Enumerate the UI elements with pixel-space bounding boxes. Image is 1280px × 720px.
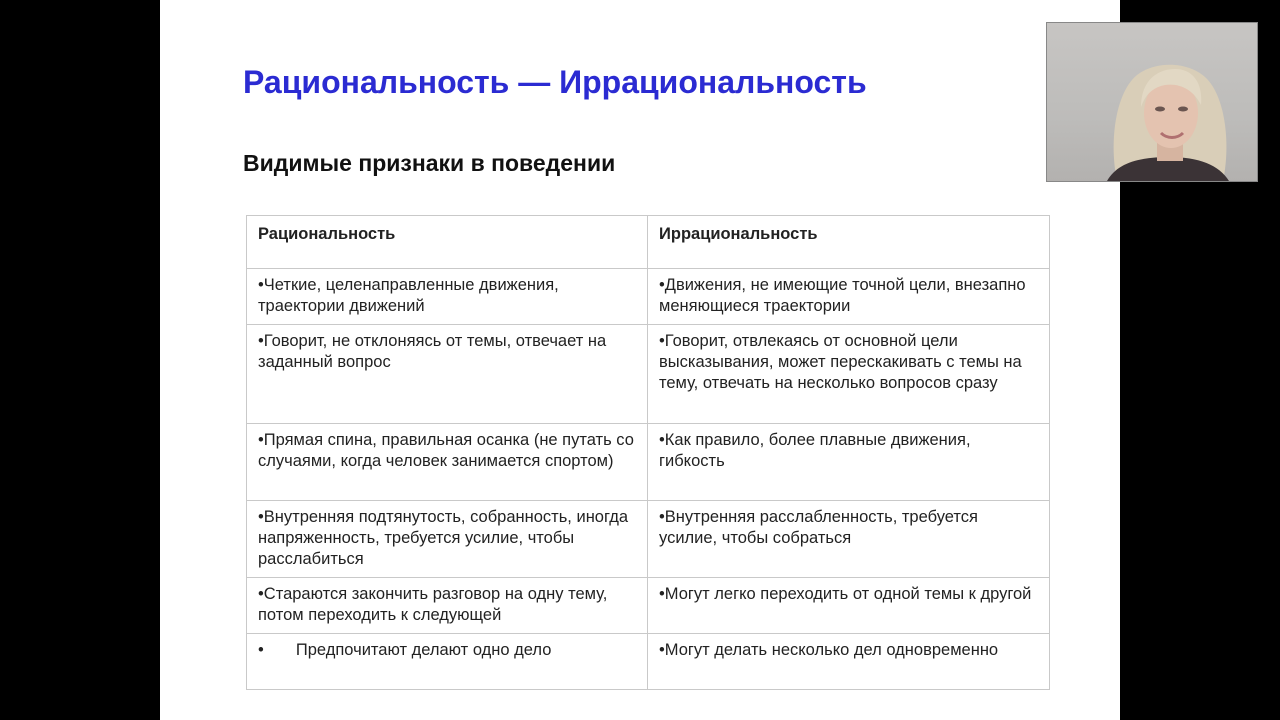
table-header-row	[247, 216, 1050, 269]
irrational-cell: •Внутренняя расслабленность, требуется усилие, чтобы собраться	[648, 501, 1050, 578]
presenter-video-icon	[1047, 23, 1257, 181]
rational-cell: •Говорит, не отклоняясь от темы, отвечает на заданный вопрос	[247, 325, 648, 424]
presentation-slide	[160, 0, 1120, 720]
header-irrational: Иррациональность	[648, 216, 1050, 269]
table-row	[247, 634, 1050, 690]
rational-cell: •Внутренняя подтянутость, собранность, иногда напряженность, требуется усилие, чтобы расслабиться	[247, 501, 648, 578]
header-rational: Рациональность	[247, 216, 648, 269]
rational-cell: •Прямая спина, правильная осанка (не путать со случаями, когда человек занимается спортом)	[247, 424, 648, 501]
irrational-cell: •Могут делать несколько дел одновременно	[648, 634, 1050, 690]
slide-subtitle: Видимые признаки в поведении	[243, 150, 616, 176]
slide-title: Рациональность — Иррациональность	[243, 64, 867, 100]
rational-cell: • Предпочитают делают одно дело	[247, 634, 648, 690]
irrational-cell: •Говорит, отвлекаясь от основной цели высказывания, может перескакивать с темы на тему, отвечать на несколько вопросов сразу	[648, 325, 1050, 424]
table-row	[247, 501, 1050, 578]
comparison-table	[246, 215, 1050, 690]
irrational-cell: •Могут легко переходить от одной темы к другой	[648, 578, 1050, 634]
rational-cell: •Стараются закончить разговор на одну тему, потом переходить к следующей	[247, 578, 648, 634]
table-row	[247, 424, 1050, 501]
table-row	[247, 325, 1050, 424]
table-row	[247, 269, 1050, 325]
rational-cell: •Четкие, целенаправленные движения, траектории движений	[247, 269, 648, 325]
irrational-cell: •Движения, не имеющие точной цели, внезапно меняющиеся траектории	[648, 269, 1050, 325]
irrational-cell: •Как правило, более плавные движения, гибкость	[648, 424, 1050, 501]
table-row	[247, 578, 1050, 634]
presenter-webcam	[1046, 22, 1258, 182]
